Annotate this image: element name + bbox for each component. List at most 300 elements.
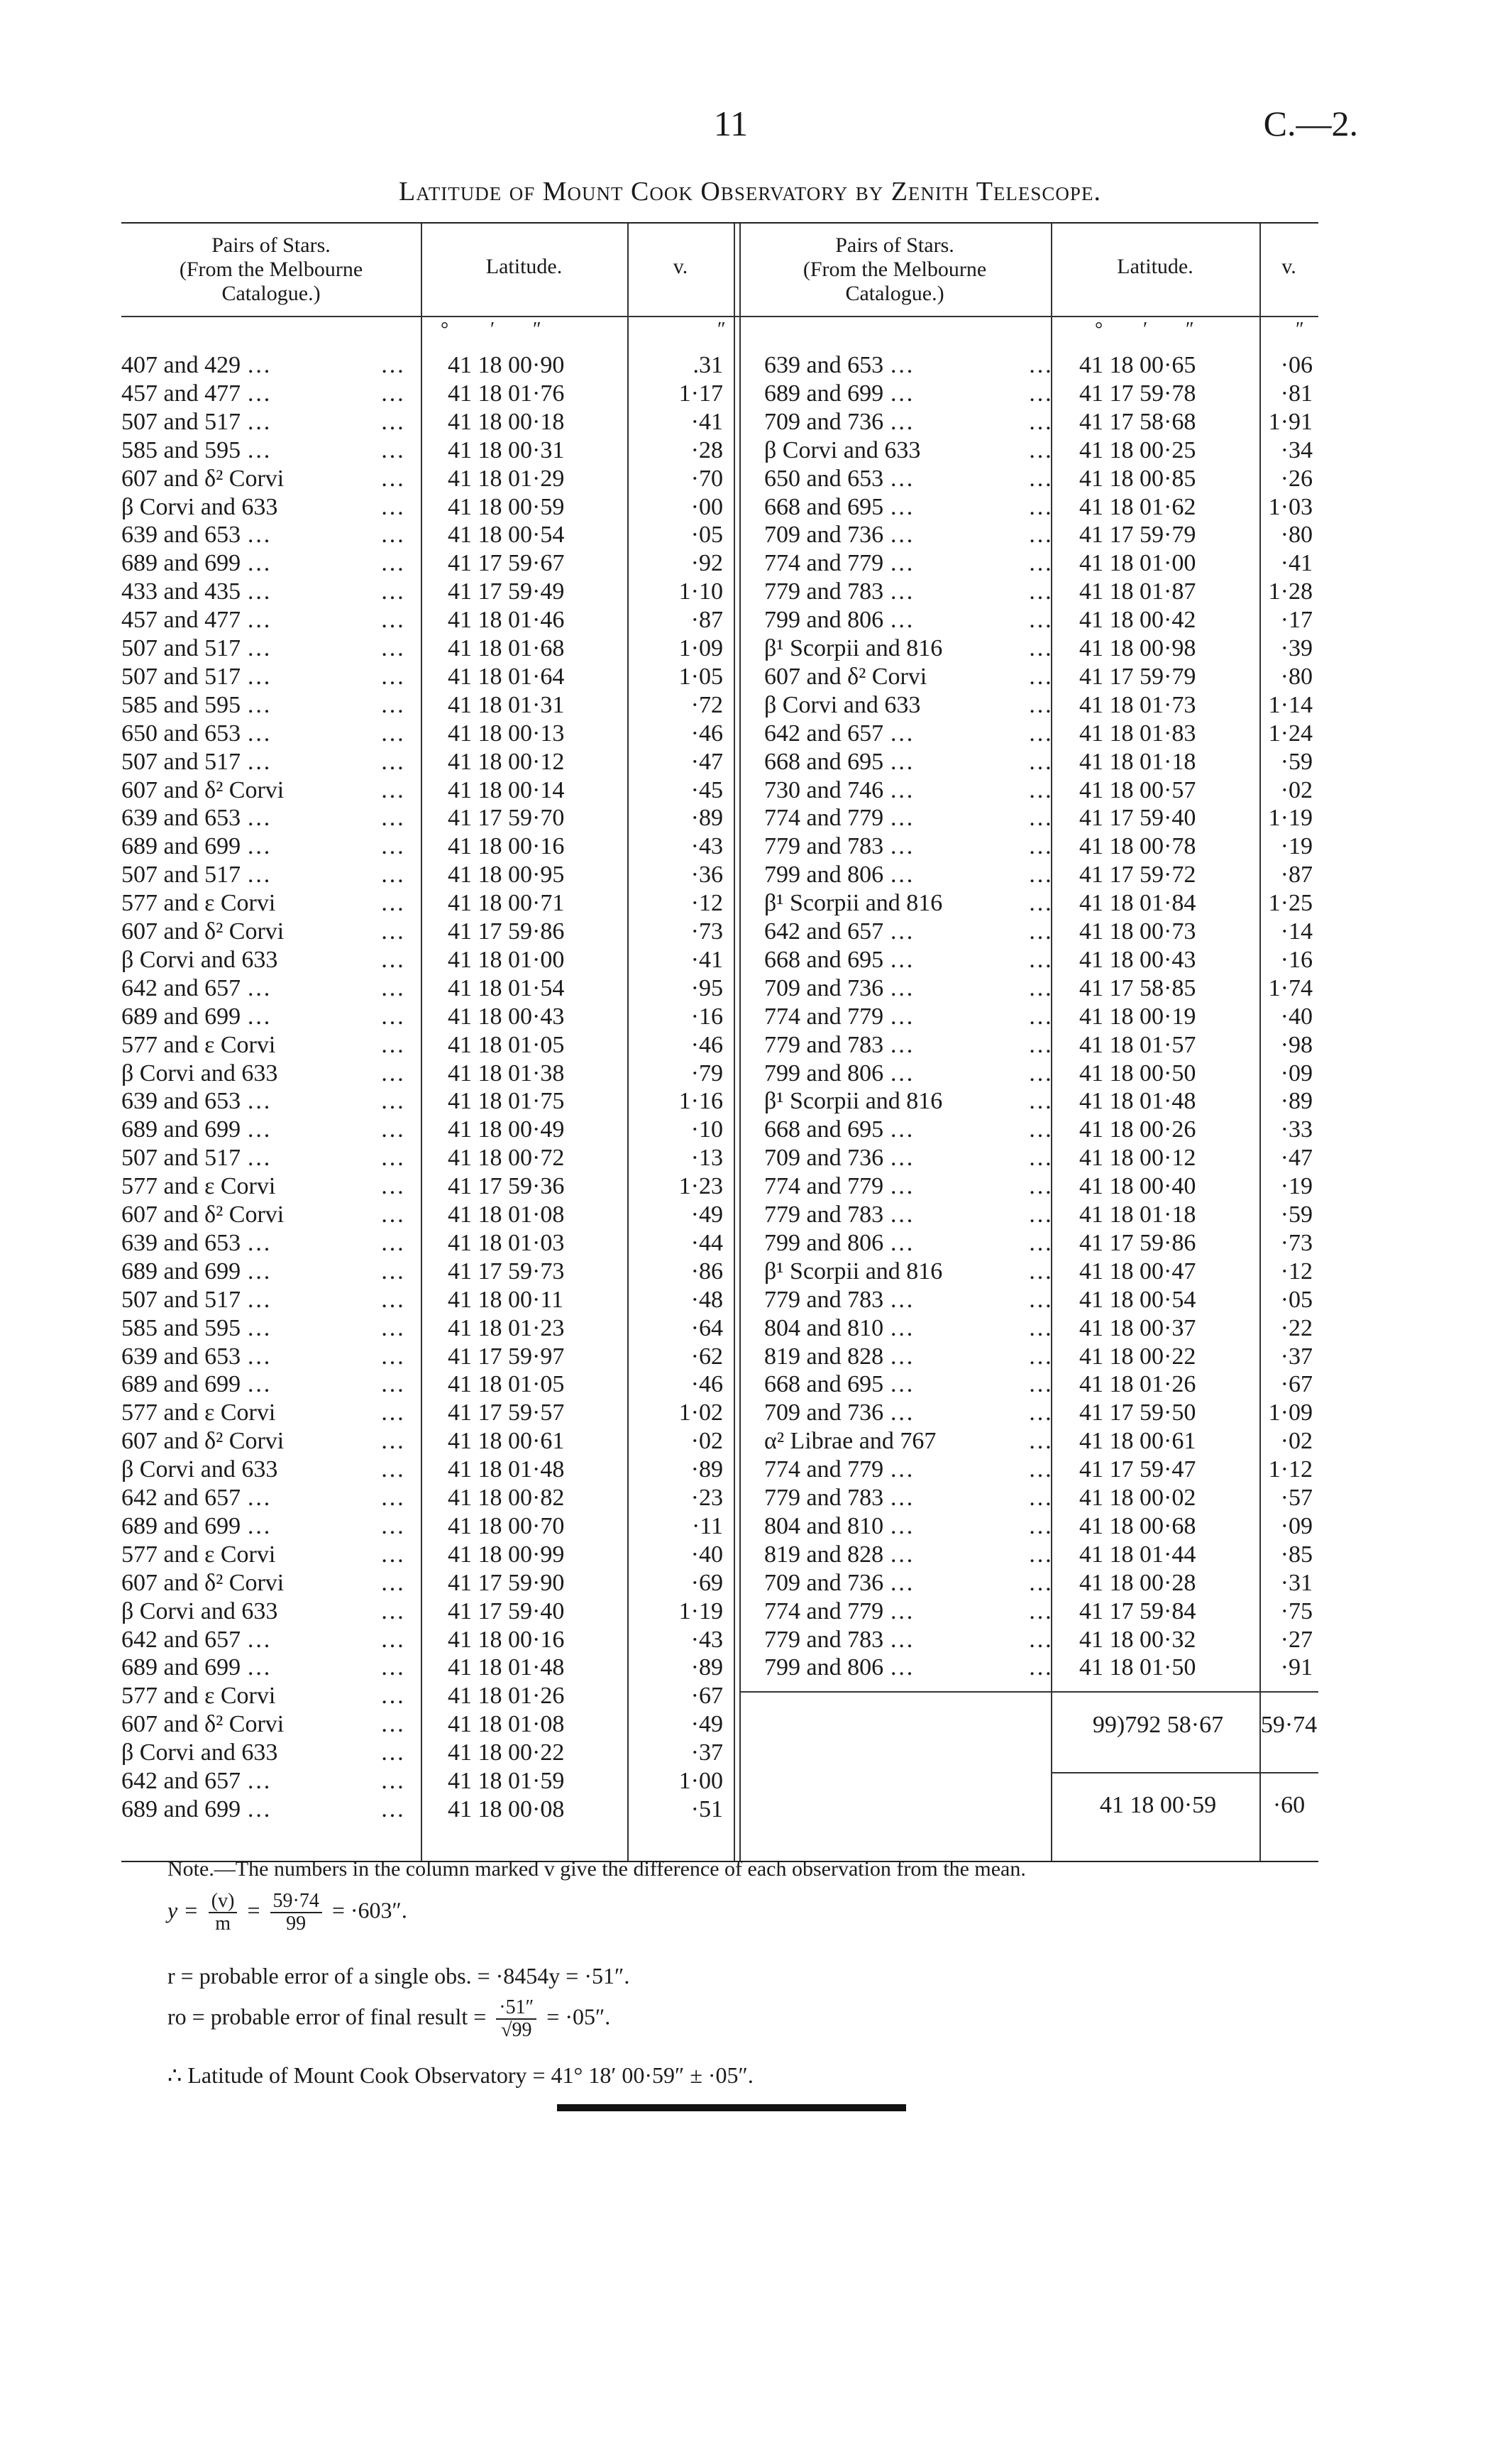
leader-dots: … [1028, 1456, 1052, 1483]
star-pair: 639 and 653 … [121, 805, 271, 832]
leader-dots: … [1028, 1654, 1052, 1681]
latitude-value: 41 18 00·47 [1079, 1258, 1196, 1285]
star-pair: 709 and 736 … [764, 974, 914, 1001]
fraction-numerator: 59·74 [270, 1891, 322, 1913]
latitude-value: 41 17 58·68 [1079, 408, 1196, 435]
star-pair: 774 and 779 … [764, 805, 914, 832]
v-value: ·73 [1280, 1229, 1313, 1256]
star-pair: 689 and 699 … [121, 550, 271, 577]
v-value: ·92 [690, 550, 723, 577]
formula-ro [167, 1997, 610, 2041]
v-value: ·17 [1280, 607, 1313, 634]
star-pair: 779 and 783 … [764, 1031, 914, 1058]
leader-dots: … [1028, 805, 1052, 832]
v-value: ·16 [690, 1003, 723, 1030]
table-row [121, 1569, 1318, 1597]
star-pair: 799 and 806 … [764, 1229, 914, 1256]
latitude-value: 41 18 01·48 [448, 1456, 565, 1483]
latitude-value: 41 18 00·12 [448, 748, 565, 775]
leader-dots: … [1028, 1060, 1052, 1087]
leader-dots: … [1028, 436, 1052, 463]
star-pair: 689 and 699 … [121, 1116, 271, 1143]
leader-dots: … [1028, 748, 1052, 775]
latitude-value: 41 17 59·40 [448, 1597, 565, 1624]
header-text: (From the Melbourne [803, 258, 987, 281]
v-value: 1·91 [1268, 408, 1313, 435]
star-pair: 650 and 653 … [121, 720, 271, 747]
star-pair: 585 and 595 … [121, 1314, 271, 1341]
leader-dots: … [380, 1399, 404, 1426]
leader-dots: … [380, 352, 404, 378]
star-pair: 730 and 746 … [764, 776, 914, 803]
star-pair: 639 and 653 … [121, 1343, 271, 1370]
star-pair: 799 and 806 … [764, 1654, 914, 1681]
star-pair: 639 and 653 … [121, 1229, 271, 1256]
leader-dots: … [1028, 1314, 1052, 1341]
latitude-value: 41 18 00·42 [1079, 607, 1196, 634]
leader-dots: … [380, 1060, 404, 1087]
latitude-value: 41 18 01·73 [1079, 691, 1196, 718]
leader-dots: … [380, 1116, 404, 1143]
star-pair: β Corvi and 633 [121, 946, 278, 973]
leader-dots: … [1028, 1512, 1052, 1539]
header-pairs-right [739, 233, 1051, 306]
v-value: ·75 [1280, 1597, 1313, 1624]
star-pair: 689 and 699 … [121, 833, 271, 860]
v-value: ·87 [690, 607, 723, 634]
leader-dots: … [1028, 720, 1052, 747]
v-value: ·80 [1280, 663, 1313, 690]
unit-minute: ′ [1143, 319, 1148, 341]
latitude-value: 41 18 01·05 [448, 1031, 565, 1058]
leader-dots: … [380, 833, 404, 860]
header-pairs-left [121, 233, 421, 306]
table-row [121, 1031, 1318, 1060]
header-latitude-right: Latitude. [1117, 255, 1193, 278]
star-pair: 642 and 657 … [121, 974, 271, 1001]
latitude-value: 41 18 00·37 [1079, 1314, 1196, 1341]
latitude-value: 41 18 01·75 [448, 1088, 565, 1115]
v-value: ·16 [1280, 946, 1313, 973]
fraction-numerator: ·51″ [496, 1997, 536, 2020]
leader-dots: … [1028, 578, 1052, 605]
star-pair: 689 and 699 … [121, 1371, 271, 1398]
v-value: 1·09 [678, 635, 723, 661]
header-latitude-left: Latitude. [485, 255, 563, 278]
leader-dots: … [380, 1512, 404, 1539]
latitude-value: 41 18 00·61 [448, 1428, 565, 1455]
latitude-value: 41 18 00·16 [448, 833, 565, 860]
leader-dots: … [380, 1739, 404, 1766]
v-value: ·06 [1280, 352, 1313, 378]
table-row [121, 1116, 1318, 1144]
leader-dots: … [1028, 1145, 1052, 1172]
star-pair: 507 and 517 … [121, 1145, 271, 1172]
v-value: ·31 [1280, 1569, 1313, 1596]
table-row [121, 1258, 1318, 1286]
star-pair: β¹ Scorpii and 816 [764, 1088, 943, 1115]
latitude-value: 41 18 00·82 [448, 1485, 565, 1511]
v-value: ·43 [690, 1626, 723, 1653]
leader-dots: … [1028, 691, 1052, 718]
leader-dots: … [1028, 1116, 1052, 1143]
latitude-value: 41 18 01·08 [448, 1711, 565, 1738]
star-pair: 774 and 779 … [764, 1597, 914, 1624]
star-pair: 689 and 699 … [121, 1654, 271, 1681]
table-row [121, 634, 1318, 663]
latitude-value: 41 18 01·05 [448, 1371, 565, 1398]
leader-dots: … [380, 1371, 404, 1398]
star-pair: 709 and 736 … [764, 1399, 914, 1426]
v-value: ·05 [690, 522, 723, 549]
latitude-value: 41 17 58·85 [1079, 974, 1196, 1001]
formula-y [167, 1891, 407, 1935]
v-value: 1·28 [1268, 578, 1313, 605]
leader-dots: … [1028, 1485, 1052, 1511]
star-pair: α² Librae and 767 [764, 1428, 937, 1455]
leader-dots: … [380, 1654, 404, 1681]
leader-dots: … [1028, 1597, 1052, 1624]
header-v-left: v. [673, 255, 688, 278]
latitude-value: 41 18 00·78 [1079, 833, 1196, 860]
v-value: ·41 [690, 946, 723, 973]
table-row [121, 493, 1318, 522]
total-v: 59·74 [1260, 1712, 1318, 1738]
fraction-denominator: √99 [501, 2019, 532, 2041]
leader-dots: … [380, 1201, 404, 1228]
star-pair: 642 and 657 … [764, 918, 914, 945]
latitude-value: 41 18 00·22 [1079, 1343, 1196, 1370]
v-value: 1·12 [1268, 1456, 1313, 1483]
fraction-numerator: (v) [209, 1891, 238, 1913]
fraction-denominator: m [215, 1913, 231, 1935]
unit-v: ″ [1296, 319, 1304, 341]
table-row [121, 521, 1318, 549]
star-pair: 577 and ε Corvi [121, 890, 276, 917]
leader-dots: … [380, 890, 404, 917]
v-value: ·95 [690, 974, 723, 1001]
fraction [270, 1891, 322, 1935]
v-value: 1·24 [1268, 720, 1313, 747]
v-value: ·67 [690, 1683, 723, 1710]
latitude-value: 41 18 01·44 [1079, 1541, 1196, 1568]
latitude-value: 41 17 59·67 [448, 550, 565, 577]
leader-dots: … [1028, 1569, 1052, 1596]
latitude-value: 41 18 01·48 [448, 1654, 565, 1681]
table-row [121, 1626, 1318, 1654]
leader-dots: … [380, 1485, 404, 1511]
leader-dots: … [1028, 408, 1052, 435]
latitude-value: 41 18 00·32 [1079, 1626, 1196, 1653]
latitude-value: 41 18 00·19 [1079, 1003, 1196, 1030]
latitude-value: 41 18 01·87 [1079, 578, 1196, 605]
v-value: ·87 [1280, 862, 1313, 889]
leader-dots: … [380, 578, 404, 605]
star-pair: 689 and 699 … [121, 1003, 271, 1030]
v-value: ·89 [690, 1654, 723, 1681]
latitude-value: 41 18 01·83 [1079, 720, 1196, 747]
v-value: ·46 [690, 1031, 723, 1058]
v-value: ·86 [690, 1258, 723, 1285]
latitude-value: 41 18 00·02 [1079, 1485, 1196, 1511]
v-value: 1·09 [1268, 1399, 1313, 1426]
latitude-value: 41 18 00·68 [1079, 1512, 1196, 1539]
v-value: ·37 [690, 1739, 723, 1766]
table-row [121, 1654, 1318, 1682]
v-value: ·02 [1280, 1428, 1313, 1455]
formula-text: = [247, 1897, 260, 1923]
v-value: ·49 [690, 1711, 723, 1738]
v-value: ·02 [690, 1428, 723, 1455]
table-row [121, 1484, 1318, 1512]
latitude-value: 41 17 59·97 [448, 1343, 565, 1370]
v-value: ·12 [690, 890, 723, 917]
page-title: Latitude of Mount Cook Observatory by Zenith Telescope. [399, 177, 1101, 207]
latitude-value: 41 18 01·08 [448, 1201, 565, 1228]
leader-dots: … [1028, 918, 1052, 945]
v-value: ·19 [1280, 1173, 1313, 1200]
star-pair: β Corvi and 633 [121, 1060, 278, 1087]
leader-dots: … [1028, 1541, 1052, 1568]
table-row [121, 776, 1318, 805]
v-value: .31 [693, 352, 723, 378]
table-row [121, 380, 1318, 408]
latitude-value: 41 17 59·86 [448, 918, 565, 945]
star-pair: 585 and 595 … [121, 436, 271, 463]
v-value: ·81 [1280, 380, 1313, 407]
leader-dots: … [380, 1428, 404, 1455]
v-value: ·22 [1280, 1314, 1313, 1341]
table-row [121, 1343, 1318, 1371]
v-value: 1·14 [1268, 691, 1313, 718]
star-pair: 779 and 783 … [764, 578, 914, 605]
star-pair: 507 and 517 … [121, 408, 271, 435]
total-latitude: 99)792 58·67 [1092, 1712, 1224, 1738]
table-row [121, 889, 1318, 918]
latitude-value: 41 18 00·99 [448, 1541, 565, 1568]
star-pair: 819 and 828 … [764, 1343, 914, 1370]
star-pair: β Corvi and 633 [764, 691, 921, 718]
leader-dots: … [380, 1031, 404, 1058]
latitude-value: 41 18 01·76 [448, 380, 565, 407]
leader-dots: … [380, 691, 404, 718]
v-value: ·11 [691, 1512, 723, 1539]
star-pair: 709 and 736 … [764, 408, 914, 435]
star-pair: 639 and 653 … [764, 352, 914, 378]
header-text: Catalogue.) [845, 282, 944, 305]
table-row [121, 1427, 1318, 1456]
v-value: ·46 [690, 1371, 723, 1398]
v-value: 1·19 [678, 1597, 723, 1624]
unit-minute: ′ [490, 319, 495, 341]
leader-dots: … [380, 607, 404, 634]
latitude-value: 41 17 59·86 [1079, 1229, 1196, 1256]
latitude-value: 41 18 01·31 [448, 691, 565, 718]
v-value: ·57 [1280, 1485, 1313, 1511]
leader-dots: … [1028, 465, 1052, 492]
latitude-value: 41 18 00·11 [448, 1286, 564, 1313]
star-pair: 668 and 695 … [764, 946, 914, 973]
table-row [121, 606, 1318, 634]
latitude-value: 41 18 01·68 [448, 635, 565, 661]
v-value: ·19 [1280, 833, 1313, 860]
v-value: ·89 [690, 1456, 723, 1483]
leader-dots: … [1028, 1286, 1052, 1313]
latitude-value: 41 18 01·26 [1079, 1371, 1196, 1398]
latitude-value: 41 18 00·85 [1079, 465, 1196, 492]
leader-dots: … [1028, 1088, 1052, 1115]
star-pair: 433 and 435 … [121, 578, 271, 605]
star-pair: 668 and 695 … [764, 748, 914, 775]
star-pair: 804 and 810 … [764, 1314, 914, 1341]
latitude-value: 41 17 59·47 [1079, 1456, 1196, 1483]
latitude-value: 41 17 59·79 [1079, 522, 1196, 549]
v-value: ·41 [1280, 550, 1313, 577]
latitude-value: 41 18 01·50 [1079, 1654, 1196, 1681]
v-value: ·36 [690, 862, 723, 889]
table-row [121, 1229, 1318, 1258]
leader-dots: … [380, 1626, 404, 1653]
star-pair: 577 and ε Corvi [121, 1683, 276, 1710]
leader-dots: … [1028, 1258, 1052, 1285]
leader-dots: … [1028, 974, 1052, 1001]
v-value: ·05 [1280, 1286, 1313, 1313]
unit-second: ″ [533, 319, 541, 341]
v-value: ·69 [690, 1569, 723, 1596]
header-text: (From the Melbourne [179, 258, 363, 281]
star-pair: 607 and δ² Corvi [764, 663, 927, 690]
latitude-value: 41 18 00·71 [448, 890, 565, 917]
v-value: ·72 [690, 691, 723, 718]
star-pair: 639 and 653 … [121, 522, 271, 549]
star-pair: 642 and 657 … [121, 1768, 271, 1794]
star-pair: 774 and 779 … [764, 1173, 914, 1200]
star-pair: β Corvi and 633 [121, 1456, 278, 1483]
table-row [121, 1144, 1318, 1172]
star-pair: 799 and 806 … [764, 607, 914, 634]
leader-dots: … [380, 862, 404, 889]
leader-dots: … [380, 1768, 404, 1794]
v-value: ·40 [690, 1541, 723, 1568]
v-value: ·47 [1280, 1145, 1313, 1172]
table-row [121, 804, 1318, 832]
table-row [121, 578, 1318, 606]
v-value: ·49 [690, 1201, 723, 1228]
star-pair: 668 and 695 … [764, 493, 914, 520]
leader-dots: … [1028, 862, 1052, 889]
v-value: ·43 [690, 833, 723, 860]
v-value: ·59 [1280, 1201, 1313, 1228]
v-value: 1·23 [678, 1173, 723, 1200]
leader-dots: … [380, 1229, 404, 1256]
star-pair: 457 and 477 … [121, 380, 271, 407]
v-value: ·10 [690, 1116, 723, 1143]
latitude-value: 41 18 00·61 [1079, 1428, 1196, 1455]
latitude-value: 41 18 00·14 [448, 776, 565, 803]
v-value: ·80 [1280, 522, 1313, 549]
star-pair: β Corvi and 633 [764, 436, 921, 463]
latitude-value: 41 18 01·00 [1079, 550, 1196, 577]
leader-dots: … [380, 946, 404, 973]
leader-dots: … [380, 1088, 404, 1115]
star-pair: 779 and 783 … [764, 1626, 914, 1653]
leader-dots: … [380, 1258, 404, 1285]
table-row [121, 351, 1318, 380]
leader-dots: … [1028, 493, 1052, 520]
latitude-value: 41 18 00·22 [448, 1739, 565, 1766]
star-pair: β Corvi and 633 [121, 1739, 278, 1766]
star-pair: 668 and 695 … [764, 1371, 914, 1398]
v-value: ·47 [690, 748, 723, 775]
v-value: ·79 [690, 1060, 723, 1087]
fraction-denominator: 99 [286, 1913, 307, 1935]
formula-text: = ·05″. [546, 2003, 611, 2030]
leader-dots: … [380, 436, 404, 463]
latitude-value: 41 17 59·40 [1079, 805, 1196, 832]
latitude-value: 41 18 00·65 [1079, 352, 1196, 378]
star-pair: 779 and 783 … [764, 1485, 914, 1511]
leader-dots: … [380, 1711, 404, 1738]
latitude-value: 41 18 00·18 [448, 408, 565, 435]
v-value: ·27 [1280, 1626, 1313, 1653]
latitude-value: 41 17 59·90 [448, 1569, 565, 1596]
table-row [121, 748, 1318, 776]
table-row [121, 1456, 1318, 1484]
star-pair: 607 and δ² Corvi [121, 776, 285, 803]
latitude-value: 41 17 59·78 [1079, 380, 1196, 407]
v-value: ·26 [1280, 465, 1313, 492]
v-value: ·51 [690, 1795, 723, 1822]
leader-dots: … [380, 1597, 404, 1624]
table-row [121, 1399, 1318, 1427]
v-value: ·62 [690, 1343, 723, 1370]
conclusion: ∴ Latitude of Mount Cook Observatory = 41° 18′ 00·59″ ± ·05″. [167, 2062, 754, 2088]
latitude-value: 41 18 00·50 [1079, 1060, 1196, 1087]
table-row [121, 974, 1318, 1003]
latitude-value: 41 18 00·49 [448, 1116, 565, 1143]
leader-dots: … [1028, 522, 1052, 549]
star-pair: 642 and 657 … [764, 720, 914, 747]
star-pair: 639 and 653 … [121, 1088, 271, 1115]
leader-dots: … [1028, 890, 1052, 917]
leader-dots: … [1028, 1626, 1052, 1653]
v-value: ·89 [1280, 1088, 1313, 1115]
table-row [121, 691, 1318, 720]
leader-dots: … [380, 1569, 404, 1596]
star-pair: 709 and 736 … [764, 1569, 914, 1596]
table-row [121, 1172, 1318, 1201]
star-pair: 577 and ε Corvi [121, 1541, 276, 1568]
table-row [121, 1003, 1318, 1031]
leader-dots: … [380, 720, 404, 747]
leader-dots: … [380, 635, 404, 661]
latitude-value: 41 18 01·48 [1079, 1088, 1196, 1115]
leader-dots: … [1028, 1003, 1052, 1030]
leader-dots: … [380, 776, 404, 803]
v-value: 1·03 [1268, 493, 1313, 520]
v-value: 1·74 [1268, 974, 1313, 1001]
table-row [121, 861, 1318, 889]
leader-dots: … [380, 522, 404, 549]
latitude-value: 41 18 01·84 [1079, 890, 1196, 917]
table-row [121, 1739, 1318, 1767]
latitude-value: 41 18 00·12 [1079, 1145, 1196, 1172]
table-row [121, 408, 1318, 436]
latitude-value: 41 18 01·57 [1079, 1031, 1196, 1058]
v-value: ·89 [690, 805, 723, 832]
table-row [121, 720, 1318, 748]
star-pair: 507 and 517 … [121, 1286, 271, 1313]
